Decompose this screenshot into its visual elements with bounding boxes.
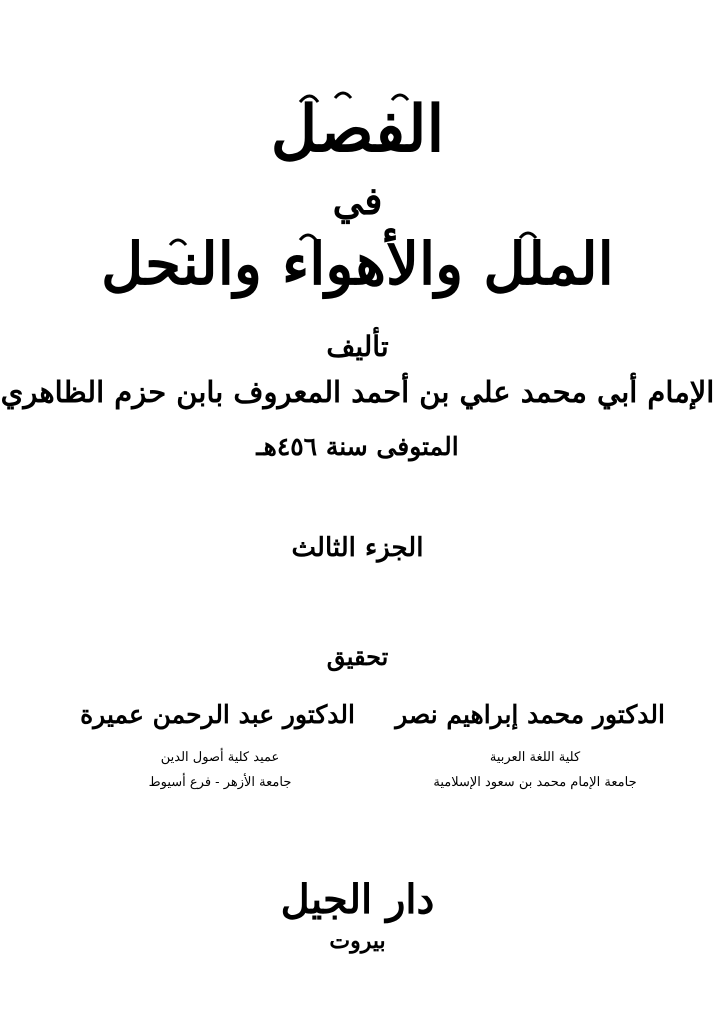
- editors-label: تحقيق: [326, 642, 389, 671]
- title-connector: في: [332, 178, 383, 223]
- author-name: الإمام أبي محمد علي بن أحمد المعروف بابن حزم الظاهري: [0, 375, 715, 409]
- editor-right-name: الدكتور محمد إبراهيم نصر: [395, 700, 665, 729]
- editor-left-affiliation: عميد كلية أصول الدين: [160, 750, 280, 765]
- book-title: الفصل: [270, 92, 445, 167]
- editor-left: [80, 700, 355, 790]
- editor-left-name: الدكتور عبد الرحمن عميرة: [80, 700, 355, 729]
- volume-label: الجزء الثالث: [291, 533, 424, 563]
- editor-right-university: جامعة الإمام محمد بن سعود الإسلامية: [433, 775, 637, 790]
- authored-by-label: تأليف: [326, 330, 389, 363]
- editor-right-affiliation: كلية اللغة العربية: [489, 750, 581, 765]
- book-subtitle: الملل والأهواء والنحل: [101, 230, 614, 298]
- death-note: المتوفى سنة ٤٥٦هـ: [256, 432, 459, 461]
- publisher-city: بيروت: [329, 928, 386, 954]
- editor-left-university: جامعة الأزهر - فرع أسيوط: [148, 775, 292, 790]
- publisher-name: دار الجيل: [280, 876, 435, 923]
- editor-right: [395, 700, 665, 790]
